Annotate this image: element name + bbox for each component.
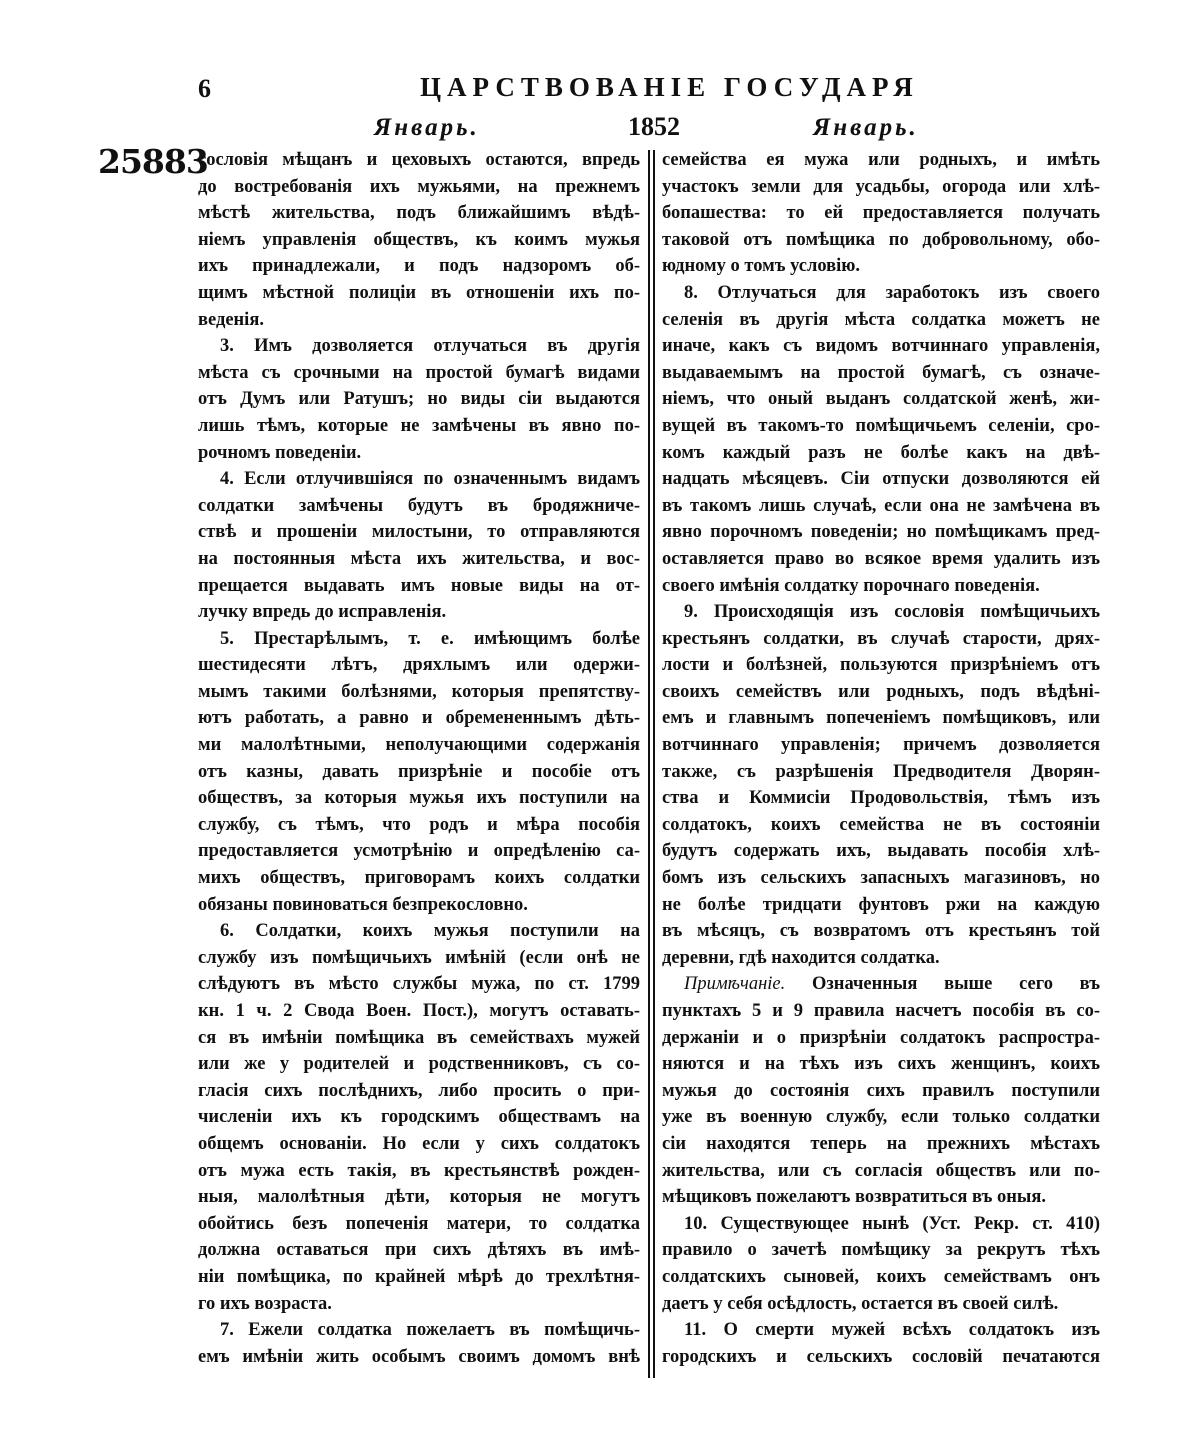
paragraph	[198, 333, 640, 466]
text-line: даетъ у себя осѣдлость, остается въ своей силѣ.	[662, 1293, 1059, 1314]
text-line: численіи ихъ къ городскимъ обществамъ на	[198, 1107, 640, 1128]
text-line: обществъ, за которыя мужья ихъ поступили на	[198, 788, 640, 809]
text-line: 4. Если отлучившіяся по означеннымъ видамъ	[220, 469, 640, 490]
paragraph	[662, 1211, 1100, 1317]
text-line	[662, 971, 1100, 998]
paragraph	[198, 1317, 640, 1370]
text-line: 6. Солдатки, коихъ мужья поступили на	[220, 921, 640, 942]
text-line: городскихъ и сельскихъ сословій печатаются	[662, 1346, 1100, 1367]
text-line: жительства, или съ согласія обществъ или по-	[662, 1160, 1100, 1181]
paragraph	[198, 626, 640, 919]
text-line: держаніи и о призрѣніи солдатокъ распростра-	[662, 1027, 1100, 1048]
text-line: обойтись безъ попеченія матери, то солдатка	[198, 1213, 640, 1234]
text-line: своихъ семействъ или родныхъ, подъ вѣдѣні-	[662, 681, 1100, 702]
text-line: щимъ мѣстной полиціи въ отношеніи ихъ по-	[198, 282, 640, 303]
paragraph	[198, 147, 640, 333]
text-line: бопашества: то ей предоставляется получать	[662, 203, 1100, 224]
text-line: емъ и главнымъ попеченіемъ помѣщиковъ, или	[662, 708, 1100, 729]
text-line: ихъ принадлежали, и подъ надзоромъ об-	[198, 256, 640, 277]
text-line: сословія мѣщанъ и цеховыхъ остаются, впредь	[198, 150, 640, 170]
column-divider	[648, 150, 650, 1378]
text-line: 11. О смерти мужей всѣхъ солдатокъ изъ	[684, 1320, 1100, 1341]
text-line: веденія.	[198, 309, 264, 330]
text-line: оставляется право во всякое время удалить изъ	[662, 548, 1100, 569]
text-line: обязаны повиноваться безпрекословно.	[198, 894, 528, 915]
text-line: правило о зачетѣ помѣщику за рекрутъ тѣхъ	[662, 1240, 1100, 1261]
text-line: вотчиннаго управленія; причемъ дозволяется	[662, 735, 1100, 756]
text-line: на постоянныя мѣста ихъ жительства, и вос-	[198, 548, 640, 569]
page-number: 6	[198, 74, 211, 103]
text-line: ся въ имѣніи помѣщика въ семействахъ мужей	[198, 1027, 640, 1048]
text-line: кн. 1 ч. 2 Свода Воен. Пост.), могутъ оставать-	[198, 1001, 640, 1021]
text-line: го ихъ возраста.	[198, 1293, 332, 1314]
text-line: своего имѣнія солдатку порочнаго поведенія.	[662, 575, 1040, 596]
text-line: таковой отъ помѣщика по добровольному, обо-	[662, 229, 1100, 250]
text-line: службу изъ помѣщичьихъ имѣній (если онѣ не	[198, 947, 640, 968]
text-line: пунктахъ 5 и 9 правила насчетъ пособія въ со-	[662, 1001, 1100, 1021]
paragraph	[662, 280, 1100, 599]
text-line: не болѣе тридцати фунтовъ ржи на каждую	[662, 894, 1100, 915]
text-line: 9. Происходящія изъ сословія помѣщичьихъ	[684, 602, 1100, 623]
text-line: должна оставаться при сихъ дѣтяхъ въ имѣ-	[198, 1240, 640, 1261]
text-line: ніемъ управленія обществъ, къ коимъ мужья	[198, 229, 640, 250]
text-line: общемъ основаніи. Но если у сихъ солдатокъ	[198, 1133, 640, 1154]
text-line: 5. Престарѣлымъ, т. е. имѣющимъ болѣе	[220, 628, 640, 649]
text-line: селенія въ другія мѣста солдатка можетъ не	[662, 309, 1100, 330]
text-line: службу, съ тѣмъ, что родъ и мѣра пособія	[198, 814, 640, 835]
text-line: ютъ работать, а равно и обремененнымъ дѣть-	[198, 708, 640, 729]
text-line: до востребованія ихъ мужьями, на прежнемъ	[198, 176, 640, 197]
text-line: 10. Существующее нынѣ (Уст. Рекр. ст. 410)	[684, 1213, 1100, 1234]
text-line: отъ мужа есть такія, въ крестьянствѣ рожден-	[198, 1160, 640, 1181]
paragraph	[662, 599, 1100, 971]
text-line: вущей въ такомъ-то помѣщичьемъ селеніи, сро-	[662, 415, 1100, 436]
text-line: отъ Думъ или Ратушъ; но виды сіи выдаются	[198, 389, 640, 410]
text-line: ныя, малолѣтныя дѣти, которыя не могутъ	[198, 1187, 640, 1208]
text-line: мымъ такими болѣзнями, которыя препятству-	[198, 681, 640, 702]
text-line: явно порочномъ поведеніи; но помѣщикамъ пред-	[662, 522, 1100, 543]
text-line: прещается выдавать имъ новые виды на от-	[198, 575, 640, 596]
text-line: юдному о томъ условію.	[662, 256, 861, 277]
paragraph	[198, 918, 640, 1317]
text-line: мѣстѣ жительства, подъ ближайшимъ вѣдѣ-	[198, 203, 640, 224]
text-line: предоставляется усмотрѣнію и опредѣленію са-	[198, 841, 640, 862]
left-column	[198, 147, 640, 1370]
text-line: будутъ содержать ихъ, выдавать пособія хлѣ-	[662, 841, 1100, 862]
text-line: слѣдуютъ въ мѣсто службы мужа, по ст. 1799	[198, 974, 640, 995]
text-line: солдатокъ, коихъ семейства не въ состояніи	[662, 814, 1100, 835]
text-line: ствѣ и прошеніи милостыни, то отправляются	[198, 522, 640, 543]
text-line-rest: Означенныя выше сего въ	[785, 974, 1100, 995]
text-line: деревни, гдѣ находится солдатка.	[662, 947, 940, 968]
text-line: мѣста съ срочными на простой бумагѣ видами	[198, 362, 640, 383]
note-label: Примѣчаніе.	[684, 974, 786, 995]
text-line: бомъ изъ сельскихъ запасныхъ магазиновъ, но	[662, 868, 1100, 889]
text-line: ніемъ, что оный выданъ солдатской женѣ, жи-	[662, 389, 1100, 410]
text-line: комъ каждый разъ не болѣе какъ на двѣ-	[662, 442, 1100, 463]
text-line: 7. Ежели солдатка пожелаетъ въ помѣщичь-	[220, 1320, 640, 1341]
text-line: мѣщиковъ пожелаютъ возвратиться въ оныя.	[662, 1187, 1046, 1208]
paragraph	[198, 466, 640, 626]
text-line: мужья до состоянія сихъ правилъ поступили	[662, 1080, 1100, 1101]
paragraph	[662, 1317, 1100, 1370]
text-line: михъ обществъ, приговорамъ коихъ солдатки	[198, 868, 640, 889]
text-line: или же у родителей и родственниковъ, съ со-	[198, 1054, 640, 1075]
text-line: ства и Коммисіи Продовольствія, тѣмъ изъ	[662, 788, 1100, 809]
text-line: рочномъ поведеніи.	[198, 442, 362, 463]
column-divider	[653, 150, 655, 1378]
paragraph	[662, 971, 1100, 1210]
text-line: иначе, какъ съ видомъ вотчиннаго управленія,	[662, 336, 1100, 357]
text-line: сіи находятся теперь на прежнихъ мѣстахъ	[662, 1133, 1100, 1154]
text-line: ми малолѣтными, неполучающими содержанія	[198, 735, 640, 756]
text-line: емъ имѣніи жить особымъ своимъ домомъ внѣ	[198, 1346, 640, 1367]
text-line: 3. Имъ дозволяется отлучаться въ другія	[220, 336, 640, 357]
text-line: шестидесяти лѣтъ, дряхлымъ или одержи-	[198, 655, 640, 676]
month-right: Январь.	[813, 114, 919, 141]
text-line: уже въ военную службу, если только солдатки	[662, 1107, 1100, 1128]
text-line: лишь тѣмъ, которые не замѣчены въ явно по-	[198, 415, 640, 436]
text-line: солдатки замѣчены будутъ въ бродяжниче-	[198, 495, 640, 516]
text-line: ніи помѣщика, по крайней мѣрѣ до трехлѣтня-	[198, 1266, 640, 1287]
text-line: надцать мѣсяцевъ. Сіи отпуски дозволяются ей	[662, 469, 1100, 490]
text-line: семейства ея мужа или родныхъ, и имѣть	[662, 150, 1100, 170]
page-header-title: ЦАРСТВОВАНІЕ ГОСУДАРЯ	[420, 72, 919, 102]
section-number: 25883	[98, 142, 208, 181]
text-line: няются и на тѣхъ изъ сихъ женщинъ, коихъ	[662, 1054, 1100, 1075]
text-line: лости и болѣзней, пользуются призрѣніемъ отъ	[662, 655, 1100, 676]
text-line: солдатскихъ сыновей, коихъ семействамъ онъ	[662, 1266, 1100, 1287]
right-column	[662, 147, 1100, 1370]
text-line: 8. Отлучаться для заработокъ изъ своего	[684, 282, 1100, 303]
text-line: также, съ разрѣшенія Предводителя Дворян-	[662, 761, 1100, 782]
paragraph	[662, 147, 1100, 280]
text-line: гласія сихъ послѣднихъ, либо просить о при-	[198, 1080, 640, 1101]
text-line: выдаваемымъ на простой бумагѣ, съ означе-	[662, 362, 1100, 383]
text-line: въ мѣсяцъ, съ возвратомъ отъ крестьянъ той	[662, 921, 1100, 942]
text-line: отъ казны, давать призрѣніе и пособіе отъ	[198, 761, 640, 782]
month-left: Январь.	[374, 114, 480, 141]
text-line: въ такомъ лишь случаѣ, если она не замѣчена въ	[662, 495, 1100, 516]
text-line: лучку впредь до исправленія.	[198, 602, 447, 623]
text-line: крестьянъ солдатки, въ случаѣ старости, дрях-	[662, 628, 1100, 649]
year: 1852	[628, 112, 680, 141]
text-line: участокъ земли для усадьбы, огорода или хлѣ-	[662, 176, 1100, 197]
